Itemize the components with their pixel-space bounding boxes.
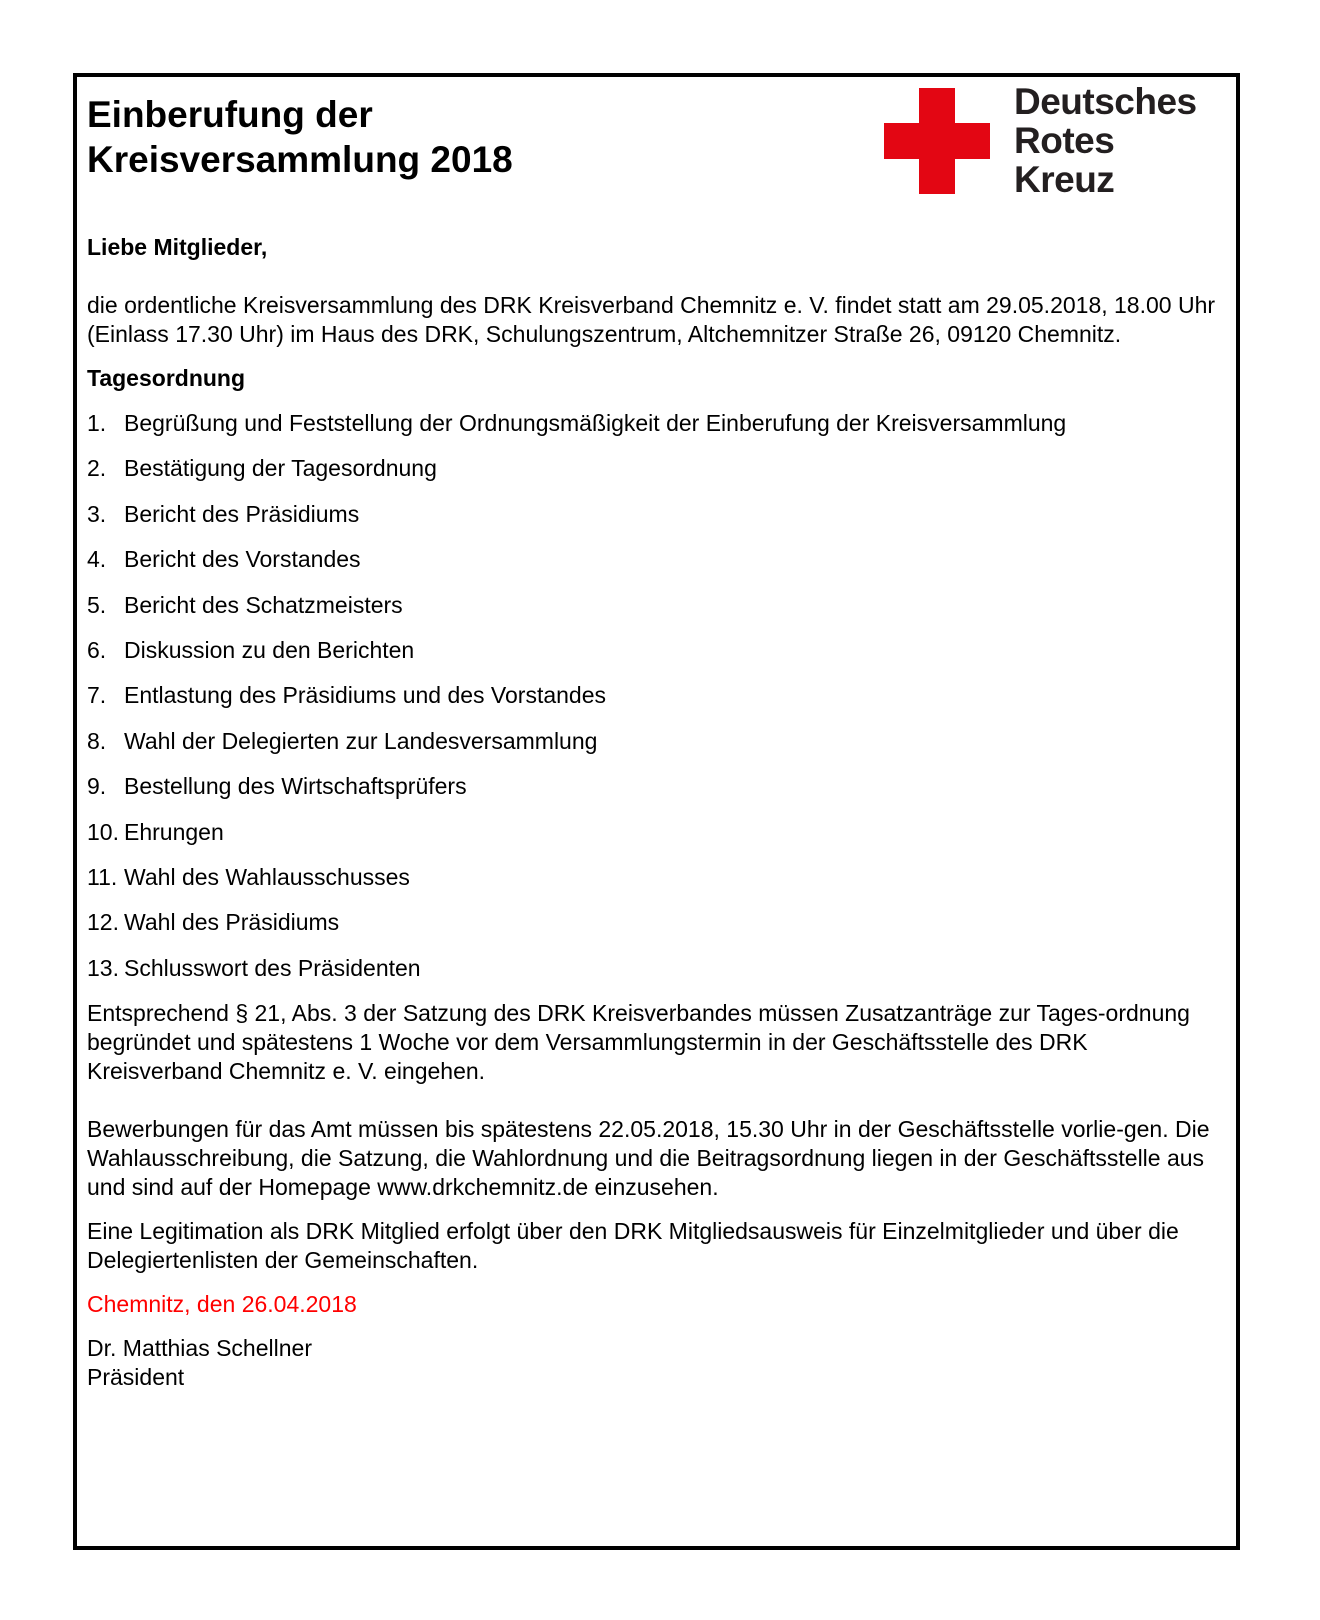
agenda-item: [87, 818, 1217, 847]
agenda-item: [87, 908, 1217, 937]
agenda-item-text: Wahl der Delegierten zur Landesversammlung: [124, 727, 598, 754]
agenda-item-number: 12.: [87, 909, 119, 936]
agenda-item-number: 3.: [87, 500, 107, 527]
intro-paragraph: die ordentliche Kreisversammlung des DRK Kreisverband Chemnitz e. V. findet statt am 29.05.2018, 18.00 Uhr (Einlass 17.30 Uhr) im Haus des DRK, Schulungszentrum, Altchemnitzer Straße 26, 09120 Chemnitz.: [87, 292, 1216, 347]
signature-block: [87, 1334, 1217, 1392]
agenda-item: [87, 727, 1217, 756]
greeting: Liebe Mitglieder,: [87, 234, 268, 260]
agenda-item-number: 8.: [87, 727, 107, 754]
agenda-item: [87, 636, 1217, 665]
agenda-item-text: Ehrungen: [124, 818, 224, 845]
agenda-item-number: 10.: [87, 818, 119, 845]
agenda-heading: Tagesordnung: [87, 365, 246, 391]
agenda-item-text: Bericht des Vorstandes: [124, 546, 361, 573]
agenda-item-number: 4.: [87, 546, 107, 573]
title-line-1: Einberufung der: [87, 94, 373, 135]
agenda-item: [87, 772, 1217, 801]
agenda-list: [87, 409, 1217, 983]
agenda-item-text: Diskussion zu den Berichten: [124, 636, 415, 663]
agenda-item-text: Wahl des Wahlausschusses: [124, 863, 410, 890]
agenda-item-text: Entlastung des Präsidiums und des Vorstandes: [124, 682, 607, 709]
agenda-item-number: 9.: [87, 773, 107, 800]
agenda-item-text: Bestellung des Wirtschaftsprüfers: [124, 773, 467, 800]
agenda-item: [87, 681, 1217, 710]
logo-wordmark: [1014, 82, 1197, 199]
logo-line-1: Deutsches: [1014, 81, 1197, 122]
agenda-item: [87, 409, 1217, 438]
agenda-item-number: 6.: [87, 636, 107, 663]
agenda-item-text: Bericht des Schatzmeisters: [124, 591, 403, 618]
signer-name: Dr. Matthias Schellner: [87, 1334, 312, 1361]
title-line-2: Kreisversammlung 2018: [87, 139, 513, 180]
logo-line-3: Kreuz: [1014, 159, 1115, 200]
agenda-item: [87, 954, 1217, 983]
agenda-item: [87, 500, 1217, 529]
drk-logo: [884, 81, 1224, 200]
amendments-paragraph: Entsprechend § 21, Abs. 3 der Satzung des DRK Kreisverbandes müssen Zusatzanträge zur Tages-ordnung begründet und spätestens 1 Woche vor dem Versammlungstermin in der Geschäftsstelle des DRK Kreisverband Chemnitz e. V. eingehen.: [87, 999, 1190, 1084]
agenda-item-text: Schlusswort des Präsidenten: [124, 954, 421, 981]
agenda-item: [87, 545, 1217, 574]
agenda-item: [87, 863, 1217, 892]
agenda-item-text: Bericht des Präsidiums: [124, 500, 360, 527]
applications-paragraph: Bewerbungen für das Amt müssen bis spätestens 22.05.2018, 15.30 Uhr in der Geschäftsstelle vorlie-gen. Die Wahlausschreibung, die Satzung, die Wahlordnung und die Beitragsordnung liegen in der Geschäftsstelle aus und sind auf der Homepage www.drkchemnitz.de einzusehen.: [87, 1115, 1210, 1200]
place-and-date: Chemnitz, den 26.04.2018: [87, 1290, 357, 1317]
agenda-item-number: 11.: [87, 863, 118, 890]
agenda-item-number: 2.: [87, 455, 107, 482]
agenda-item: [87, 454, 1217, 483]
logo-line-2: Rotes: [1014, 120, 1115, 161]
legitimation-paragraph: Eine Legitimation als DRK Mitglied erfolgt über den DRK Mitgliedsausweis für Einzelmitglieder und über die Delegiertenlisten der Gemeinschaften.: [87, 1217, 1179, 1273]
agenda-item-text: Bestätigung der Tagesordnung: [124, 455, 437, 482]
red-cross-icon: [884, 88, 990, 194]
agenda-item-text: Wahl des Präsidiums: [124, 909, 340, 936]
agenda-item-number: 13.: [87, 954, 119, 981]
agenda-item-text: Begrüßung und Feststellung der Ordnungsmäßigkeit der Einberufung der Kreisversammlung: [124, 410, 1067, 436]
agenda-item-number: 1.: [87, 410, 107, 436]
page-title: [87, 92, 787, 182]
agenda-item-number: 7.: [87, 682, 107, 709]
agenda-item: [87, 591, 1217, 620]
agenda-item-number: 5.: [87, 591, 107, 618]
signer-role: Präsident: [87, 1363, 185, 1390]
letter-body: [87, 233, 1217, 1392]
